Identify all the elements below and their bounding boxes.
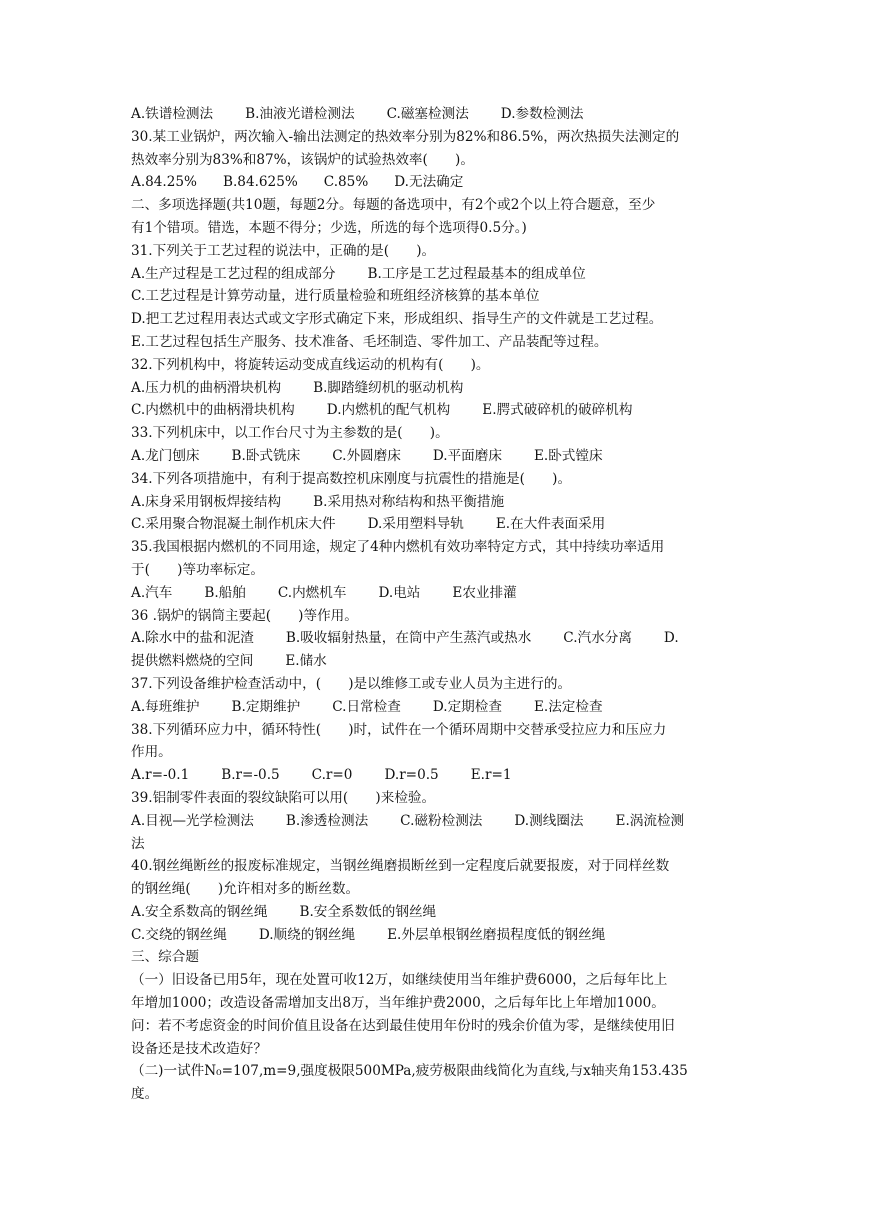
q40-stem-line1: 40.钢丝绳断丝的报废标准规定，当钢丝绳磨损断丝到一定程度后就要报废，对于同样丝数 <box>131 858 670 875</box>
q38-option-d: D.r=0.5 <box>384 767 439 784</box>
q31-options-row1 <box>131 263 743 286</box>
q29-options <box>131 103 743 126</box>
q32-options-row2 <box>131 399 743 422</box>
q33-option-e: E.卧式镗床 <box>533 447 603 464</box>
q34-option-c: C.采用聚合物混凝土制作机床大件 <box>131 516 336 533</box>
q32-stem: 32.下列机构中，将旋转运动变成直线运动的机构有( )。 <box>131 356 490 373</box>
q36-option-d-text: 提供燃料燃烧的空间 <box>131 653 254 670</box>
q31-option-e: E.工艺过程包括生产服务、技术准备、毛坯制造、零件加工、产品装配等过程。 <box>131 333 608 350</box>
q39-option-e: E.涡流检测 <box>615 812 685 829</box>
q40-options-row2 <box>131 924 743 947</box>
q32-option-e: E.腭式破碎机的破碎机构 <box>482 402 633 419</box>
q32-option-b: B.脚踏缝纫机的驱动机构 <box>313 379 464 396</box>
q38-option-c: C.r=0 <box>311 767 353 784</box>
q31-option-a: A.生产过程是工艺过程的组成部分 <box>131 265 336 282</box>
q29-option-d: D.参数检测法 <box>500 106 584 122</box>
q36-options-row1 <box>131 627 743 650</box>
q30-stem-line2: 热效率分别为83%和87%，该锅炉的试验热效率( )。 <box>131 151 474 168</box>
q35-stem-line2: 于( )等功率标定。 <box>131 561 264 578</box>
q29-option-b: B.油液光谱检测法 <box>245 106 355 122</box>
q39-options-row1 <box>131 810 743 833</box>
q37-option-e: E.法定检查 <box>533 698 603 715</box>
section3-problem2-line1: （二)一试件N₀=107,m=9,强度极限500MPa,疲劳极限曲线简化为直线,与x轴夹角153.435 <box>131 1063 688 1080</box>
q34-options-row1 <box>131 491 743 514</box>
q38-options <box>131 764 743 787</box>
q33-option-a: A.龙门刨床 <box>131 447 200 464</box>
q40-option-a: A.安全系数高的钢丝绳 <box>131 903 268 920</box>
q31-stem: 31.下列关于工艺过程的说法中，正确的是( )。 <box>131 242 436 259</box>
q40-options-row1 <box>131 901 743 924</box>
section3-title: 三、综合题 <box>131 949 199 966</box>
q38-option-b: B.r=-0.5 <box>221 767 280 784</box>
q33-options <box>131 445 743 468</box>
q34-option-d: D.采用塑料导轨 <box>367 516 464 533</box>
q35-stem-line1: 35.我国根据内燃机的不同用途，规定了4种内燃机有效功率特定方式，其中持续功率适用 <box>131 539 665 556</box>
q29-option-c: C.磁塞检测法 <box>386 106 469 122</box>
q32-option-d: D.内燃机的配气机构 <box>326 402 451 419</box>
q40-option-b: B.安全系数低的钢丝绳 <box>299 903 437 920</box>
q33-stem: 33.下列机床中，以工作台尺寸为主参数的是( )。 <box>131 425 449 442</box>
q30-option-b: B.84.625% <box>222 174 298 191</box>
q36-stem: 36 .锅炉的锅筒主要起( )等作用。 <box>131 607 358 624</box>
q36-option-e: E.储水 <box>285 653 327 670</box>
q36-option-a: A.除水中的盐和泥渣 <box>131 630 254 647</box>
q36-option-d-label: D. <box>663 630 679 647</box>
q30-option-c: C.85% <box>323 174 369 191</box>
section3-problem1-line1: （一）旧设备已用5年，现在处置可收12万，如继续使用当年维护费6000，之后每年比上 <box>131 972 668 989</box>
q30-option-d: D.无法确定 <box>394 174 464 191</box>
q39-option-b: B.渗透检测法 <box>285 812 369 829</box>
q35-option-c: C.内燃机车 <box>277 584 347 601</box>
q40-option-d: D.顺绕的钢丝绳 <box>258 926 356 943</box>
q35-option-b: B.船舶 <box>204 584 246 601</box>
q30-option-a: A.84.25% <box>131 174 197 191</box>
q40-stem-line2: 的钢丝绳( )允许相对多的断丝数。 <box>131 881 360 898</box>
q38-option-e: E.r=1 <box>470 767 512 784</box>
q30-stem-line1: 30.某工业锅炉，两次输入-输出法测定的热效率分别为82%和86.5%，两次热损失法测定的 <box>131 128 680 145</box>
q35-options <box>131 582 743 605</box>
q35-option-a: A.汽车 <box>131 584 173 601</box>
section2-heading-line1: 二、多项选择题(共10题，每题2分。每题的备选项中，有2个或2个以上符合题意，至少 <box>131 197 656 214</box>
q33-option-c: C.外圆磨床 <box>332 447 401 464</box>
q34-option-b: B.采用热对称结构和热平衡措施 <box>313 493 505 510</box>
q34-option-e: E.在大件表面采用 <box>495 516 606 533</box>
q38-stem-line2: 作用。 <box>131 744 172 761</box>
q35-option-e: E农业排灌 <box>452 584 517 601</box>
q32-option-a: A.压力机的曲柄滑块机构 <box>131 379 282 396</box>
q35-option-d: D.电站 <box>378 584 421 601</box>
section3-problem1-line3: 问：若不考虑资金的时间价值且设备在达到最佳使用年份时的残余价值为零，是继续使用旧 <box>131 1017 675 1034</box>
q39-option-e-continued: 法 <box>131 835 145 852</box>
q37-option-b: B.定期维护 <box>231 698 301 715</box>
q37-option-a: A.每班维护 <box>131 698 200 715</box>
q31-option-c: C.工艺过程是计算劳动量，进行质量检验和班组经济核算的基本单位 <box>131 288 540 305</box>
q36-option-b: B.吸收辐射热量，在筒中产生蒸汽或热水 <box>285 630 532 647</box>
q34-option-a: A.床身采用钢板焊接结构 <box>131 493 282 510</box>
q40-option-e: E.外层单根钢丝磨损程度低的钢丝绳 <box>387 926 606 943</box>
q37-options <box>131 696 743 719</box>
q33-option-b: B.卧式铣床 <box>231 447 301 464</box>
section3-problem2-line2: 度。 <box>131 1086 159 1103</box>
q39-stem: 39.铝制零件表面的裂纹缺陷可以用( )来检验。 <box>131 789 436 806</box>
q31-option-d: D.把工艺过程用表达式或文字形式确定下来，形成组织、指导生产的文件就是工艺过程。 <box>131 311 663 328</box>
q40-option-c: C.交绕的钢丝绳 <box>131 926 227 943</box>
q29-option-a: A.铁谱检测法 <box>131 106 214 122</box>
exam-page <box>131 103 743 1106</box>
q32-option-c: C.内燃机中的曲柄滑块机构 <box>131 402 295 419</box>
section2-heading-line2: 有1个错项。错选，本题不得分；少选，所选的每个选项得0.5分。) <box>131 219 527 236</box>
q34-options-row2 <box>131 513 743 536</box>
q37-stem: 37.下列设备维护检查活动中，( )是以维修工或专业人员为主进行的。 <box>131 675 572 692</box>
q32-options-row1 <box>131 377 743 400</box>
section3-problem1-line4: 设备还是技术改造好？ <box>131 1040 267 1057</box>
q33-option-d: D.平面磨床 <box>432 447 502 464</box>
q34-stem: 34.下列各项措施中，有利于提高数控机床刚度与抗震性的措施是( )。 <box>131 470 572 487</box>
q39-option-c: C.磁粉检测法 <box>400 812 483 829</box>
q36-options-row2 <box>131 650 743 673</box>
q36-option-c: C.汽水分离 <box>563 630 632 647</box>
q38-option-a: A.r=-0.1 <box>131 767 190 784</box>
q39-option-d: D.测线圈法 <box>514 812 584 829</box>
section3-problem1-line2: 年增加1000；改造设备需增加支出8万，当年维护费2000，之后每年比上年增加1000。 <box>131 995 665 1012</box>
q39-option-a: A.目视—光学检测法 <box>131 812 254 829</box>
q30-options <box>131 171 743 194</box>
q31-option-b: B.工序是工艺过程最基本的组成单位 <box>367 265 586 282</box>
q37-option-d: D.定期检查 <box>432 698 502 715</box>
q37-option-c: C.日常检查 <box>332 698 401 715</box>
q38-stem-line1: 38.下列循环应力中，循环特性( )时，试件在一个循环周期中交替承受拉应力和压应力 <box>131 721 667 738</box>
